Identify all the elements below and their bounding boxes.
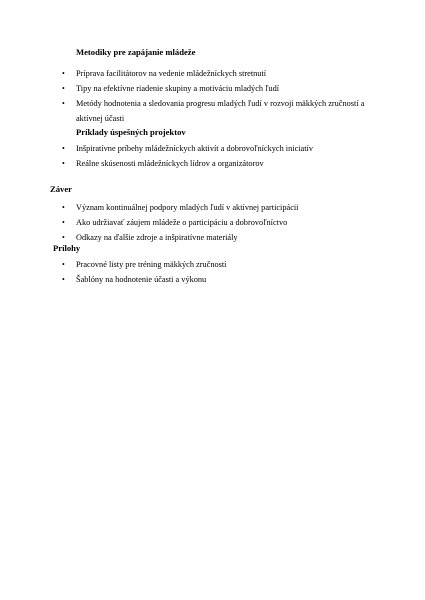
list-item-text: Pracovné listy pre tréning mäkkých zručností [76, 260, 227, 269]
list-item-text: Význam kontinuálnej podpory mladých ľudí v aktívnej participácii [76, 203, 299, 212]
bullet-icon: • [62, 233, 65, 242]
list-item-text: Šablóny na hodnotenie účasti a výkonu [76, 275, 207, 284]
bullet-icon: • [62, 159, 65, 168]
appendices-heading: Prílohy [53, 243, 81, 253]
methods-heading: Metodiky pre zapájanie mládeže [76, 47, 196, 57]
examples-heading: Príklady úspešných projektov [76, 127, 186, 137]
list-item-text: Odkazy na ďalšie zdroje a inšpiratívne materiály [76, 233, 238, 242]
list-item-text: Metódy hodnotenia a sledovania progresu mladých ľudí v rozvoji mäkkých zručností a aktívnej účasti [76, 99, 365, 123]
bullet-icon: • [62, 218, 65, 227]
list-item-text: Tipy na efektívne riadenie skupiny a motiváciu mladých ľudí [76, 84, 280, 93]
bullet-icon: • [62, 203, 65, 212]
list-item-text: Inšpiratívne príbehy mládežníckych aktivít a dobrovoľníckych iniciatív [76, 144, 313, 153]
list-item-text: Ako udržiavať záujem mládeže o participáciu a dobrovoľníctvo [76, 218, 288, 227]
bullet-icon: • [62, 275, 65, 284]
bullet-icon: • [62, 69, 65, 78]
bullet-icon: • [62, 99, 65, 108]
list-item-text: Reálne skúsenosti mládežníckych lídrov a organizátorov [76, 159, 264, 168]
bullet-icon: • [62, 84, 65, 93]
bullet-icon: • [62, 260, 65, 269]
list-item-text: Príprava facilitátorov na vedenie mládežníckych stretnutí [76, 69, 267, 78]
bullet-icon: • [62, 144, 65, 153]
conclusion-heading: Záver [50, 184, 72, 194]
